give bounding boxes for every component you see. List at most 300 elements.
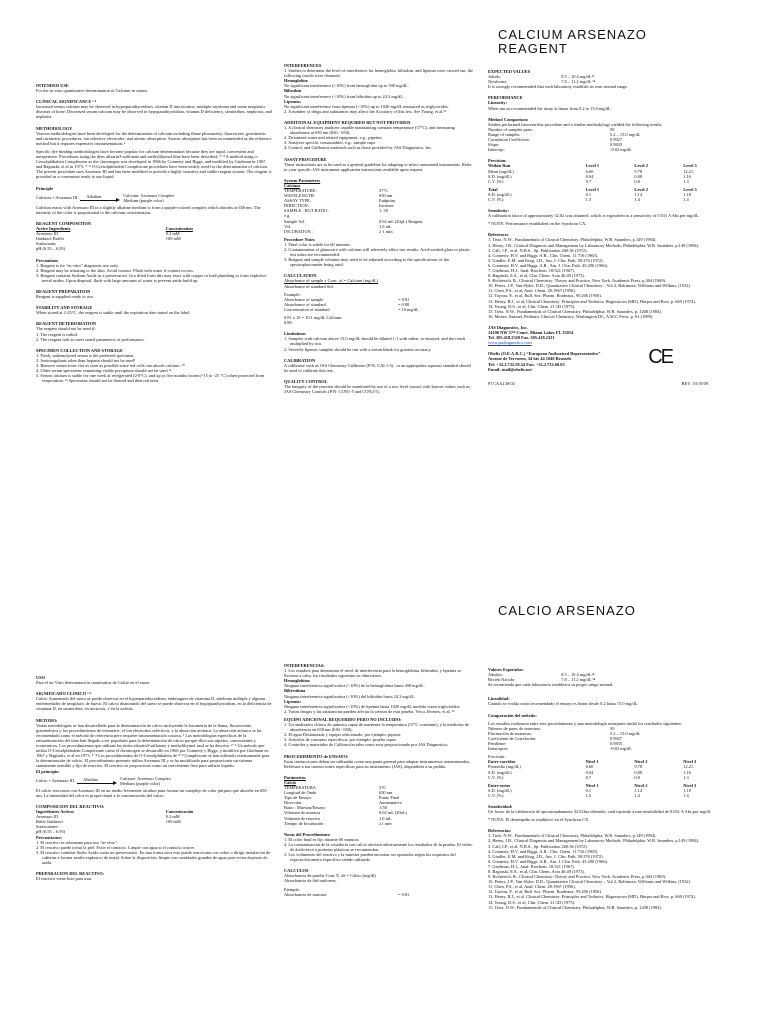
- linearity-heading: Linearity:: [488, 100, 508, 106]
- precision-within-cell: Mean (mg/dL): [488, 168, 514, 174]
- parameter-row-cell: ASSAY TYPE:: [284, 198, 312, 204]
- reference-item: 15. Tietz, N.W., Fundamentals of Clinical Chemistry, Philadelphia, W.B. Saunders, p. 1208 (1984).: [488, 308, 662, 314]
- drogas-text: 2. Varias drogas y las substancias pueden afectar la certeza de esta prueba. Vea a Jóvenes, et al. ¹³: [284, 708, 455, 714]
- precision-es-within-cell: Nivel 2: [634, 759, 648, 765]
- precision-es-within-cell: 1.3: [683, 774, 689, 780]
- referencia-item: 8. Baginski, E.S., et al, Clin. Chem. Acta 46:49 (1973).: [488, 869, 585, 874]
- interferences-intro: 1. Studies to determine the level of interference for hemoglobin, bilirubin, and lipemia were carried out, the following results were obtained:: [284, 68, 473, 79]
- equipment-item: 3. Analyzer specific consumables, e.g.: sample cups: [284, 140, 376, 146]
- composition-row-cell: Imidazol Buffer: [36, 236, 65, 242]
- lipemia-es-text: Ninguna interferencia significativa (<10%) de lipemia hasta 1020 mg/dL medido como triglicéridos.: [284, 703, 461, 709]
- ejemplo-row-cell: = 0.81: [398, 891, 410, 897]
- precision-total-cell: 1.4: [683, 196, 689, 202]
- referencia-item: 6. Connerty, H.V. and Biggs, A.R., Am. J. Clin. Path. 45:290 (1966).: [488, 858, 609, 864]
- bilirrubina-text: Ninguna interferencia significativa (<10%) del bilirubin hasta 24.3 mg/dL.: [284, 693, 416, 699]
- method-comparison-row-cell: 5.2 – 15.0 mg/dL: [610, 131, 641, 137]
- sensibilidad-note: * NOTA: El desempeño se estableció en el Synchron CX.: [488, 817, 590, 823]
- deterioration-item: 1. The reagent is turbid.: [36, 331, 78, 337]
- precauciones-heading: Precauciones:: [36, 834, 63, 840]
- parametro-row-cell: 0.02 mL (20uL): [379, 810, 408, 816]
- method-comparison-row-cell: 50: [610, 126, 615, 132]
- precision-within-cell: 0.8: [634, 178, 640, 184]
- precision-es-within-row: [488, 775, 732, 780]
- composicion-heading: COMPOSICION DEL REACTIVO:: [36, 803, 105, 809]
- quality-control-heading: QUALITY CONTROL: [284, 378, 328, 384]
- reagent-preparation-heading: REAGENT PREPARATION: [36, 289, 91, 294]
- precision-total-cell: Level 3: [683, 186, 697, 192]
- parametro-row-cell: 37C: [379, 784, 387, 790]
- composition-rows: [36, 231, 272, 251]
- expected-value-row-cell: Newborns:: [488, 79, 508, 85]
- valores-heading: Valores Esperados:: [488, 667, 524, 672]
- performance-note: * NOTE: Performance established on the Synchron CX.: [488, 221, 587, 227]
- calculos-heading: CALCULOS: [284, 868, 309, 874]
- precision-es-total-row: [488, 793, 732, 798]
- reaccion-reactivos: Calcio + Arsenazo III: [36, 778, 74, 784]
- precision-within-cell: Level 3: [683, 163, 697, 169]
- document-footer: [488, 381, 732, 386]
- parametro-row-cell: 650 nm: [379, 790, 393, 796]
- equipo-item: 3. Artículos de consumo específicos, por ejemplo: prueba copas: [284, 737, 396, 743]
- stability-heading: STABILITY AND STORAGE: [36, 305, 93, 311]
- calibration-heading: CALIBRATION: [284, 357, 316, 363]
- equipo-list: [284, 722, 474, 747]
- precision-es-total-cell: Nivel 2: [634, 782, 648, 788]
- referencias-list: [488, 833, 732, 909]
- precision-within-cell: S.D. (mg/dL): [488, 173, 512, 179]
- precision-total-cell: 1.14: [634, 191, 643, 197]
- composition-col-1: Active Ingredients: [36, 226, 71, 232]
- calculation-heading: CALCULATION: [284, 273, 317, 279]
- method-comparison-row-cell: -0.02 mg/dL: [610, 147, 632, 153]
- hemoglobina-text: Ninguna interferencia significativa (<10%) de la hemoglobina hasta 300 mg/dL.: [284, 683, 425, 689]
- referencia-item: 1. Tietz, N.W., Fundamentals of Clinical Chemistry, Philadelphia, W.B. Saunders, p.149 (1984).: [488, 833, 657, 839]
- composition-col-2: Concentration: [165, 226, 193, 232]
- referencia-item: 7. Gitelman, H.J., Anal. Biochem. 18:521 (1967).: [488, 863, 575, 869]
- ce-mark-icon: CE: [648, 346, 672, 369]
- precision-total-cell: S.D. (mg/dL): [488, 191, 512, 197]
- precision-es-within-cell: Nivel 1: [585, 759, 599, 765]
- sensitivity-heading: Sensitivity:: [488, 208, 509, 214]
- deterioration-list: [36, 332, 272, 342]
- method-comparison-row-cell: Number of samples pairs:: [488, 126, 534, 132]
- english-column-3: [488, 66, 732, 510]
- precision-es-within-cell: 0.04: [585, 769, 594, 775]
- company-phone: Tel. 305.418.2320 Fax. 305.418.2321: [488, 335, 555, 341]
- precision-heading: Precision:: [488, 158, 507, 164]
- precision-total-cell: Level 1: [585, 186, 600, 192]
- reaction-product-line-2: Medium (purple color): [123, 197, 164, 203]
- english-column-2: [284, 60, 474, 510]
- rep-line-2: Avenue de Tervuren, 34 bte 44 1040 Brussels: [488, 356, 572, 362]
- composition-row-cell: 0.2 mM: [165, 231, 180, 237]
- english-column-1: [36, 80, 272, 510]
- calculation-example-rows: [284, 297, 474, 312]
- calculos-ejemplo: Ejemplo:: [284, 886, 301, 892]
- precision-es-total-cell: 1.4: [683, 792, 689, 798]
- precision-within-row: [488, 179, 732, 184]
- precaucion-item: 1. El reactivo es solamente para uso “in-vitro”.: [36, 839, 119, 845]
- linealidad-text: Cuándo se evalúa como recomendado el ensayo es linear desde 0.2 hasta 15.0 mg/dL.: [488, 701, 639, 707]
- referencias-heading: Referencias:: [488, 828, 512, 834]
- interferencias-intro: 1. Los estudios para determinar el nivel de interferencia para la hemoglobina, bilirrubin, y lipemia se llevaron a cabo, los resultados siguientes se obtuvieron:: [284, 668, 462, 679]
- referencia-item: 9. Richterich, R., Clinical Chemistry: Theory and Practice, New York, Academic Press, p.304 (1969).: [488, 874, 667, 880]
- referencia-item: 14. Young, D.S., et al, Clin. Chem. 21:1D (1975).: [488, 899, 576, 905]
- reference-item: 16. Meites, Samuel, Pediatric Clinical Chemistry, Washington DC, AACC Press, p. 81 (1989).: [488, 313, 654, 319]
- linearity-text: When run as recommended the assay is linear from 0.2 to 15.0 mg/dL.: [488, 105, 612, 111]
- expected-values-heading: EXPECTED VALUES: [488, 69, 531, 74]
- procedure-note-item: 2. Contamination of glassware with calcium will adversely affect test results. Acid-washed glass or plastic test tubes are recommended.: [284, 247, 471, 258]
- rep-line-1: Obelis (O.E.A.R.C.) “European Authorized Representative”: [488, 351, 601, 357]
- parametro-row-cell: Tiempo de Incubación: [284, 820, 324, 826]
- specimen-item: 2. Anticoagulants other than heparin should not be used⁹: [36, 357, 136, 363]
- parameter-row-cell: Increase: [379, 203, 394, 209]
- referencia-item: 11. Chen, P.S., et al, Anal. Chem. 28:1967 (1956).: [488, 884, 576, 890]
- hemoglobin-text: No significant interference (<10%) from hemoglobin up to 300 mg/dL.: [284, 83, 409, 89]
- method-comparison-text: Studies performed between this procedure and a similar methodology yielded the following results:: [488, 121, 663, 127]
- procedimiento-text: Estas instrucciones deben ser utilizadas como una pauta general para adaptar instrumentos automatizados. Refiérase a sus instrucciones específicas para su instrumento (JAS), disponibles a su pedido.: [284, 758, 471, 769]
- precision-es-within-cell: Entre corridas: [488, 759, 516, 765]
- referencia-item: 13. Henry, R.J., et al, Clinical Chemistry: Principles and Technics, Hagerstown (MD), Harper and Row, p. 669 (1974).: [488, 894, 696, 900]
- specimen-item: 3. Remove serum from clot as soon as possible since red cells can absorb calcium. ¹⁰: [36, 363, 185, 369]
- composicion-rows: [36, 814, 272, 834]
- lipemia-text: No significant interference from lipemia (<10%) up to 1020 mg/dL measured as triglycerides.: [284, 103, 449, 109]
- expected-value-row-cell: Adults:: [488, 74, 501, 80]
- calculation-formula-2: Absorbance of standard Std.: [284, 283, 334, 289]
- limitation-item: 2. Severely lipemic samples should be run with a serum blank for greatest accuracy.: [284, 346, 432, 352]
- sensibilidad-heading: Sensitividad:: [488, 803, 513, 809]
- clinical-significance-text: Increased serum calcium may be observed in hyperparathyroidism, vitamin D intoxication, multiple myeloma and some neoplastic diseases of bone. Decreased serum calcium may be observed in hypoparathyroidism, vitamin D deficiency, steatorrhea, nephrosis, and nephritis.: [36, 104, 272, 120]
- parametro-row-cell: ≥1 min: [379, 820, 392, 826]
- referencia-item: 3. Call, J.P., et al, N.B.S., Sp. Publication 260:36 (1972).: [488, 843, 588, 849]
- preparacion-heading: PREPARACION DEL REACTIVO:: [36, 871, 105, 877]
- precision-es-total-table: [488, 783, 732, 798]
- precision-es-within-table: [488, 759, 732, 779]
- comparacion-row-cell: Interceptor:: [488, 746, 509, 752]
- calculation-example: Example:: [284, 291, 301, 297]
- specimen-item: 4. Older serum specimens containing visible precipitate should not be used ¹¹.: [36, 368, 173, 374]
- method-comparison-row-cell: Slope:: [488, 142, 500, 148]
- valor-row-cell: 7.8 – 11.2 mg/dL ¹⁴: [561, 677, 596, 683]
- company-name: JAS Diagnostics, Inc.: [488, 324, 528, 330]
- method-comparison-row-cell: 0.9835: [610, 142, 623, 148]
- parameter-row-cell: 1: 50: [379, 208, 388, 214]
- composicion-col-2: Concentración: [165, 809, 194, 815]
- expected-value-row-cell: 8.5 – 10.4 mg/dL¹⁴: [561, 74, 595, 80]
- references-list: [488, 237, 732, 319]
- precision-within-cell: 6.60: [585, 168, 594, 174]
- procedure-note-item: 3. Reagent and sample volumes may need to be adjusted according to the specifications of the spectrophotometer being used.: [284, 257, 450, 268]
- precision-es-total-cell: 1.14: [634, 787, 643, 793]
- comparacion-heading: Comparación del método:: [488, 712, 537, 718]
- precision-within-cell: 1.3: [683, 178, 689, 184]
- ejemplo-row: [284, 892, 474, 897]
- reference-item: 13. Henry, R.J., et al, Clinical Chemistry: Principles and Technics, Hagerstown (MD), Harper and Row, p. 669 (1974).: [488, 298, 696, 304]
- composicion-col-1: Ingredientes Activos: [36, 809, 75, 815]
- quality-control-text: The integrity of the reaction should be monitored by use of a two level control with known values such as JAS Chemistry Controls (P/N: CON1-5 and CON2-5).: [284, 383, 470, 395]
- parametro-row-cell: Volumen de muestra: [284, 810, 321, 816]
- parameter-row-cell: TEMPERATURE:: [284, 187, 317, 193]
- reference-item: 4. Connerty, H.V. and Biggs, A.R., Clin. Chem. 11:716 (1965).: [488, 252, 599, 258]
- reference-item: 5. Gindler, E.M. and King, J.D., Am. J. Clin. Path. 58:376 (1972).: [488, 257, 604, 263]
- precision-total-cell: 1.4: [634, 196, 640, 202]
- preparacion-text: El reactivo viene listo para usar.: [36, 876, 93, 882]
- precision-es-within-cell: 9.78: [634, 764, 643, 770]
- revision-date: REV: 10/19/09: [681, 380, 708, 386]
- referencia-item: 10. Peters, J.P., Van Slyke, D.D., Quantitative Clinical Chemistry – Vol 2, Baltimore, Williams and Wilkins, (1932).: [488, 879, 692, 885]
- comparacion-row-cell: 0.9835: [610, 741, 623, 747]
- performance-heading: PERFORMANCE: [488, 95, 523, 101]
- equipment-item: 4. Control, and Calibrator materials such as those provided by JAS Diagnostics, Inc.: [284, 145, 433, 151]
- metodo-heading: METODO:: [36, 717, 58, 723]
- composicion-row-cell: 0.2 mM: [165, 814, 180, 820]
- reaction-arrow-icon: [80, 195, 120, 201]
- comparacion-text: Los estudios realizaron entre este procedimiento y una metodología semejante rindió los resultados siguientes:: [488, 720, 682, 726]
- parameter-row-cell: ≥ 1 min: [379, 228, 393, 234]
- parameter-row: [284, 229, 474, 234]
- comparacion-row-cell: Pendiente:: [488, 741, 507, 747]
- reference-item: 6. Connerty, H.V. and Biggs, A.R., Am. J. Clin. Path. 45:290 (1966).: [488, 262, 609, 268]
- reaccion-producto-1: Calcium- Arsenazo Complex: [119, 775, 171, 781]
- parametro-row-cell: TEMPERATURA: [284, 784, 316, 790]
- precision-within-cell: 9.78: [634, 168, 643, 174]
- part-number: PI CAA2.ISO2: [488, 380, 515, 386]
- spanish-title: CALCIO ARSENAZO: [498, 603, 636, 618]
- precaution-item: 3. Reagent contains Sodium Azide as a preservative. In a dried form this may react with copper or lead plumbing to form explosive metal azides. Upon disposal, flush with large amounts of water to prevent azide build up.: [36, 272, 267, 283]
- parameter-row-cell: 650 nm: [379, 193, 393, 199]
- parametros-table: [284, 785, 474, 826]
- expected-values-note: It is strongly recommended that each laboratory establish its own normal range.: [488, 84, 628, 90]
- precision-within-cell: C.V. (%): [488, 178, 504, 184]
- precaucion-item: 2. El reactivo puede irritar la piel. Evite el contacto. Limpie con agua si el contacto ocurre.: [36, 844, 196, 850]
- precision-within-cell: 12.21: [683, 168, 694, 174]
- precision-total-cell: 1.5: [585, 196, 592, 202]
- precision-es-within-cell: C.V. (%): [488, 774, 504, 780]
- referencia-item: 2. Henry, J.B., Clinical Diagnosis and Management by Laboratory Methods, Philadelphia, W.B. Saunders, p.149 (1984).: [488, 838, 700, 844]
- nota-item: 1. El color final es fijo durante 60 minutos.: [284, 836, 360, 842]
- parameter-row-cell: DIRECTION:: [284, 203, 309, 209]
- limitation-item: 1. Samples with calcium above 15.0 mg/dL should be diluted 1:1 with saline, re-assayed, and the result multiplied by two.: [284, 336, 466, 347]
- specimen-heading: SPECIMEN COLLECTION AND STORAGE: [36, 347, 123, 353]
- parameter-row-cell: SAMPLE : RGT RATIO:: [284, 208, 329, 214]
- reference-item: 10. Peters, J.P., Van Slyke, D.D., Quantitative Clinical Chemistry – Vol 2, Baltimore, Williams and Wilkins, (1932).: [488, 283, 692, 289]
- precision-es-within-cell: Nivel 3: [683, 759, 697, 765]
- english-title: [498, 28, 647, 55]
- precision-es-total-cell: 1.4: [634, 792, 640, 798]
- precauciones-list: [36, 840, 272, 865]
- precision-within-cell: 1.16: [683, 173, 691, 179]
- equipment-item: 1. A clinical chemistry analyzer capable maintaining constant temperature (37°C), and measuring absorbance at 650 nm (630 - 650).: [284, 125, 455, 136]
- bilirrubina-heading: Bilirrubina: [284, 688, 306, 694]
- reference-item: 3. Call, J.P., et al, N.B.S., Sp. Publication 260:36 (1972).: [488, 247, 588, 253]
- limitations-heading: Limitations: [284, 331, 306, 337]
- calculation-result: 0.81 x 10 = 10.1 mg/dL Calcium: [284, 315, 342, 321]
- parametro-row-cell: 1:50: [379, 805, 387, 811]
- precaucion-item: 3. El reactivo contiene Sodio Azide como un preservativo. En una forma seca esto puede reaccionar con cobre o dirigir instalación de cañerías a formar azides explosivo de metal. Sobre la disposición, limpie con cantidades grandes de agua para evitar depósito de azida.: [36, 849, 271, 865]
- method-comparison-row-cell: Correlation Coefficient:: [488, 137, 530, 143]
- reaccion-productos: [120, 776, 171, 786]
- method-comparison-row-cell: Intercept:: [488, 147, 505, 153]
- comparacion-row-cell: 5.2 – 15.0 mg/dL: [610, 730, 641, 736]
- precision-within-cell: Level 2: [634, 163, 648, 169]
- methodology-text-2: Specific dye binding methodologies have become popular for calcium determination because they are rapid, convenient and inexpensive. Procedures using the dyes alizarin3-sulfonate and methylthymol blue have been described. ²⁻⁴ A method using o-Cresolphthalein Complexone as the chromogen was developed in 1966 by Connerty and Biggs, and modified by Gitelman in 1967 and Baginski, et al in 1973. ⁵⁻⁸ O-Cresolphthalein Complexone procedures have been widely used for the determination of calcium.: [36, 148, 269, 170]
- precision-es-total-cell: 1.18: [683, 787, 691, 793]
- referencia-item: 15. Tietz, N.W., Fundamentals of Clinical Chemistry, Philadelphia, W.B. Saunders, p. 1208 (1984).: [488, 904, 662, 910]
- method-comparison-row-cell: 0.9927: [610, 137, 623, 143]
- precision-total-cell: Total: [488, 186, 498, 192]
- expected-value-row-cell: 7.8 – 11.2 mg/dL ¹⁴: [561, 79, 596, 85]
- parameter-row-cell: WAVELENGTH:: [284, 193, 315, 199]
- reaction-products: [123, 193, 174, 203]
- deterioration-heading: REAGENT DETERIORATION: [36, 321, 97, 327]
- title-line-2: REAGENT: [498, 41, 568, 56]
- parametro-row-cell: Aumentativo: [379, 800, 402, 806]
- assay-heading: ASSAY PROCEDURE: [284, 156, 327, 162]
- referencia-item: 5. Gindler, E.M. and King, J.D., Am. J. Clin. Path. 58:376 (1972).: [488, 853, 604, 859]
- bilirubin-heading: Bilirubin: [284, 88, 302, 94]
- parameter-row-cell: Vol.: [284, 223, 292, 229]
- precision-es-within-cell: 0.7: [585, 774, 592, 780]
- references-heading: References: [488, 232, 509, 238]
- method-comparison-rows: [488, 127, 732, 152]
- composicion-row-cell: 100 mM: [165, 819, 181, 825]
- reference-item: 7. Gitelman, H.J., Anal. Biochem. 18:521 (1967).: [488, 268, 575, 273]
- reaction-product-line-1: Calcium- Arsenazo Complex: [123, 192, 175, 198]
- precision-total-cell: 1.18: [683, 191, 691, 197]
- precaution-item: 2. Reagent may be irritating to the skin. Avoid contact. Flush with water if contact occurs.: [36, 267, 194, 273]
- reagent-preparation-text: Reagent is supplied ready to use.: [36, 294, 94, 300]
- spanish-column-3: [488, 664, 732, 1024]
- parametro-row-cell: Volumen de reactivo: [284, 815, 321, 821]
- limitations-list: [284, 336, 474, 351]
- parameter-row-cell: Endpoint: [379, 198, 396, 204]
- methodology-text-1: Various methodologies have been developed for the determination of calcium including flame photometry, fluorescent, gravimetric and titrimetric procedures, ion selective electrodes, and atomic absorption. Atomic absorption has been recommended as the reference method but it requires expensive instrumentation. ¹: [36, 130, 272, 146]
- parametros-sub: Calcio: [284, 779, 296, 785]
- equipment-item: 2. Deionized water and related equipment, e.g.: pipettes: [284, 135, 382, 141]
- principio-reaction: [36, 776, 272, 786]
- calculation-result-2: 0.80: [284, 320, 292, 326]
- calculation-formula: Absorbance of sample x Conc. of = Calcium (mg/dL): [284, 278, 379, 284]
- composicion-row-cell: Arsenazo III: [36, 814, 59, 820]
- precision-within-cell: Within Run: [488, 163, 511, 169]
- precision-es-within-cell: 0.8: [634, 774, 640, 780]
- rep-block: [488, 346, 732, 372]
- precision-es-total-cell: Nivel 3: [683, 782, 697, 788]
- composition-row-cell: Surfactants: [36, 241, 56, 247]
- precision-within-table: [488, 163, 732, 183]
- precision-within-cell: Level 1: [585, 163, 600, 169]
- sensibilidad-text: Un factor de la calibración de aproximadamente 32.02fue obtenido, cuál equivale a una sensibilidad de 0.031 A Abs por mg/dl.: [488, 809, 712, 815]
- lipemia-heading: Lipemia:: [284, 98, 302, 104]
- precision-es-total-cell: 1.5: [585, 792, 592, 798]
- methodology-text-3: The present procedure uses Arsenazo III and has been modified to provide a highly sensitive and stable reagent system. The reagent is provided as a convenient ready to use liquid.: [36, 169, 272, 180]
- procedure-notes-heading: Procedure Notes: [284, 236, 315, 242]
- principle-reaction: [36, 193, 272, 203]
- company-address: 14100 NW 57ᵗʰ Court. Miami Lakes FL 33014: [488, 330, 574, 336]
- parametro-row-cell: Dirección: [284, 800, 302, 806]
- composition-row-cell: pH (6.55 – 6.95): [36, 246, 66, 252]
- parametro-row-cell: Longitud de Onda: [284, 790, 316, 796]
- system-parameters-heading: System Parameters: [284, 177, 321, 183]
- parametro-row-cell: Ratio : Muestra/Ensayo: [284, 805, 326, 811]
- interferences-heading: INTERFERENCES: [284, 63, 322, 68]
- precision-es-total-cell: Entre series: [488, 782, 511, 788]
- assay-text: These instructions are to be used as a general guideline for adapting to select automated instruments. Refer to your specific JAS instrument application instructions available upon request.: [284, 161, 472, 172]
- equipo-item: 4. Controles y materiales de Calibración tales como esos proporcionado por JAS Diagnostics.: [284, 742, 449, 748]
- parameter-row-cell: 0.02 mL (20μL) Reagent: [379, 218, 423, 224]
- hemoglobina-heading: Hemoglobina:: [284, 678, 311, 684]
- company-website-link[interactable]: www.jasdiagnostics.com: [488, 340, 532, 346]
- spanish-insert: [0, 512, 768, 1024]
- precision-es-total-cell: 0.1: [585, 787, 592, 793]
- equipo-item: 1. Un analizador clínico de química capaz de mantener la temperatura (37°C constante), y la medición de absorbencia en 650 nm (630 - 650).: [284, 722, 469, 733]
- metodo-text: Varias metodologías se han desarrollado para la determinación de calcio incluyendo la fotometría de la llama, fluorescente, gravimétrica y los procedimientos de titrimetric, el ion electrodos selectivos, y la absorción atómica. La absorción atómica se ha recomendado como el método de referencia pero requiere instrumentación costosa. ¹ Las metodologías específicas de la encuadernación del tinte han llegado a ser populares para la determinación de calcio porque ellos son rápidos, convenientes y económicos. Los procedimientos que utilizan los tintes alizarin3-sulfonate y methylthymol azul se ha descrito. ²⁻⁴ Un método que utiliza O-Cresolphthalein Complexone como el chromogen se desarrolló en 1966 por Connerty y Biggs, y modificó por Gitelman en 1967 y Baginski, et al en 1973. ⁵⁻⁸ Los procedimientos de O-Cresolphthalein de ⁸⁻⁹ Complexone se han utilizado extensamente para la determinación de calcio. El procedimiento presente utiliza Arsenazo III y se ha modificado para proporcionar un sistema sumamente sensible y fijo de reactivo. El reactivo se proporciona como un conveniente listo para utilizar líquido.: [36, 722, 270, 769]
- parameter-row-cell: 37°C: [379, 187, 389, 193]
- example-row-cell: = 10 mg/dL: [398, 306, 419, 312]
- reference-item: 14. Young, D.S., et al, Clin. Chem. 21:1D (1975).: [488, 303, 576, 309]
- parametros-heading: Parámetros: [284, 774, 306, 780]
- parameter-row-cell: e.g.: [284, 213, 291, 219]
- parameter-row-cell: INCUBATION :: [284, 228, 314, 234]
- equipo-item: 2. El agua Desionizada y equipo relacionado, por ejemplo: pipetas: [284, 732, 401, 738]
- reaction-reactants: Calcium + Arsenazo III: [36, 195, 78, 201]
- drugs-text: 2. A number of drugs and substances may affect the Accuracy of this test. See Young, et al.¹³: [284, 108, 447, 114]
- precision-within-cell: 0.7: [585, 178, 592, 184]
- procedure-notes-list: [284, 242, 474, 267]
- precision-es-within-cell: 1.16: [683, 769, 691, 775]
- spanish-column-2: [284, 660, 474, 1024]
- comparacion-row-cell: Fluctuación de muestras:: [488, 730, 532, 736]
- lipemia-es-heading: Lipemia:: [284, 698, 302, 704]
- comparacion-row-cell: Coeficiente de Correlación:: [488, 735, 537, 741]
- reagent-composition-heading: REAGENT COMPOSITION: [36, 220, 91, 226]
- comparacion-rows: [488, 726, 732, 751]
- composicion-row-cell: Búfer Imidazol: [36, 819, 63, 825]
- parametro-row-cell: Punto Final: [379, 795, 400, 801]
- precision-es-within-cell: 12.21: [683, 764, 694, 770]
- rep-line-3: Tel: +32.2.732.59.54 Fax: +32.2.732.60.03: [488, 361, 565, 367]
- precision-es-within-cell: Promedio (mg/dL): [488, 764, 521, 770]
- principio-text: El calcio reacciona con Arsenazo III en un medio levemente alcalino para formar un complejo de color púrpura que absorbe en 650 nm. La intensidad del color es proporcional a la concentración del calcio.: [36, 787, 267, 798]
- precision-es-within-cell: S.D. (mg/dL): [488, 769, 512, 775]
- precision-total-cell: Level 2: [634, 186, 648, 192]
- parameter-row-cell: 1.0 mL: [379, 223, 392, 229]
- significado-heading: SIGNIFICADO CLINICO ⁵ ⁶: [36, 691, 91, 697]
- system-parameters-table: [284, 188, 474, 234]
- precision-total-cell: 0.1: [585, 191, 592, 197]
- reaccion-producto-2: Medium (purple color): [119, 780, 161, 786]
- composicion-row-cell: pH (6.55 – 6.95): [36, 829, 66, 835]
- specimen-item: 5. Serum calcium is stable for one week at refrigerated (2-8°C), and up to five months frozen (-15 to -25 °C) when protected from evaporation. ¹² Specimens should not be thawed and then refrozen.: [36, 373, 265, 384]
- precautions-list: [36, 263, 272, 283]
- referencia-item: 12. Tayeau, F., et al, Bull. Soc. Pharm. Bordeaux, 95:206 (1956).: [488, 889, 602, 895]
- comparacion-row-cell: Número de pares de muestras:: [488, 725, 542, 731]
- valores-note: Se recomienda que cada laboratorio establezca su propio rango normal.: [488, 682, 614, 688]
- comparacion-row-cell: -0.02 mg/dL: [610, 746, 632, 752]
- rep-email: Email: mail@obelis.net: [488, 366, 532, 372]
- reaccion-arrow-icon: [77, 778, 117, 784]
- reference-item: 1. Tietz, N.W., Fundamentals of Clinical Chemistry, Philadelphia, W.B. Saunders, p.149 (1984).: [488, 237, 657, 243]
- significado-text: Calcio Aumentado del suero se puede observar en el hyperparathyroidism, embriaguez de vitamina D, mieloma múltiple y algunas enfermedades de neoplastic de hueso. El calcio disminuido del suero se puede observar en el hypoparathyroidism, en la deficiencia de vitamina D, en steatorrhea, en nectrosis, y en la nefritis.: [36, 696, 272, 712]
- clinical-significance-heading: CLINICAL SIGNIFICANCE ⁵ ⁶: [36, 99, 97, 105]
- deterioration-text: The reagent should not be used if:: [36, 326, 96, 332]
- precision-es-total-cell: Nivel 1: [585, 782, 599, 788]
- principio-heading: El principio:: [36, 768, 60, 774]
- method-comparison-heading: Method Comparison:: [488, 116, 529, 122]
- precaution-item: 1. Reagent is for “in vitro” diagnostic use only.: [36, 262, 119, 268]
- calibration-text: A calibrator such as JAS Chemistry Calibrator (P/N: CAL1-5) , or an appropriate aqueous standard should be used to calibrate this test.: [284, 362, 471, 373]
- parametro-row-cell: 1.0 mL: [379, 815, 392, 821]
